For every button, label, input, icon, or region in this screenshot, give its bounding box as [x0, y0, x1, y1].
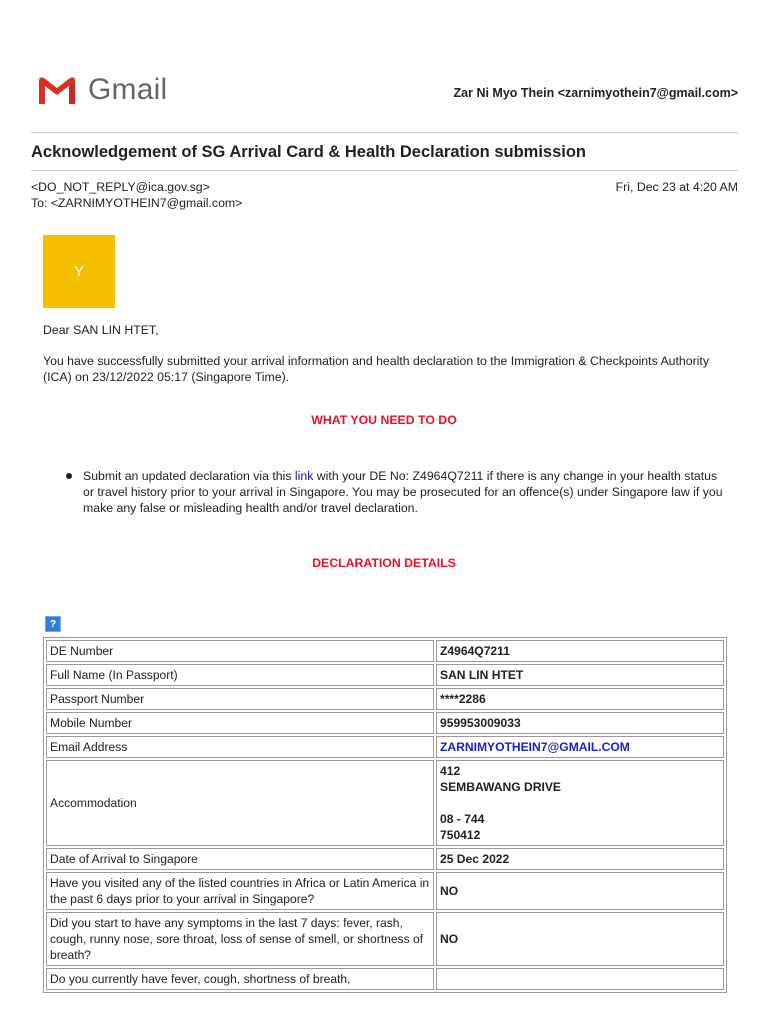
table-row: [46, 688, 724, 710]
row-label: Accommodation: [46, 760, 434, 846]
address-line: 750412: [440, 828, 481, 842]
table-row: [46, 760, 724, 846]
sender[interactable]: <DO_NOT_REPLY@ica.gov.sg>: [31, 180, 210, 194]
table-row: [46, 712, 724, 734]
row-value: [436, 968, 724, 990]
gmail-wordmark: Gmail: [88, 73, 168, 106]
greeting: Dear SAN LIN HTET,: [43, 323, 159, 337]
intro-paragraph: You have successfully submitted your arrival information and health declaration to the Immigration & Checkpoints Authority (ICA) on 23/12/2022 05:17 (Singapore Time).: [43, 354, 709, 384]
row-value: SAN LIN HTET: [436, 664, 724, 686]
divider: [31, 170, 738, 171]
row-label: Full Name (In Passport): [46, 664, 434, 686]
address-line[interactable]: SEMBAWANG DRIVE: [440, 780, 561, 794]
row-label: Passport Number: [46, 688, 434, 710]
declaration-table: [43, 637, 727, 993]
row-label: Have you visited any of the listed countries in Africa or Latin America in the past 6 days prior to your arrival in Singapore?: [46, 872, 434, 910]
recipient[interactable]: To: <ZARNIMYOTHEIN7@gmail.com>: [31, 196, 243, 210]
row-value: ****2286: [436, 688, 724, 710]
section-title-todo: WHAT YOU NEED TO DO: [311, 413, 457, 427]
address-spacer: [440, 795, 720, 811]
row-label: Date of Arrival to Singapore: [46, 848, 434, 870]
bullet-text: [83, 468, 726, 516]
table-row: [46, 664, 724, 686]
table-row: [46, 640, 724, 662]
table-row: [46, 912, 724, 966]
email-subject: Acknowledgement of SG Arrival Card & Health Declaration submission: [31, 143, 587, 161]
bullet-icon: [66, 473, 72, 479]
email-date: Fri, Dec 23 at 4:20 AM: [615, 180, 738, 194]
broken-image-icon: [45, 616, 61, 632]
gmail-logo-icon: [36, 73, 78, 107]
update-declaration-link[interactable]: link: [294, 469, 314, 483]
address-line: 08 - 744: [440, 812, 485, 826]
row-value: 25 Dec 2022: [436, 848, 724, 870]
divider: [31, 132, 738, 133]
bullet-text-post: with your DE No: Z4964Q7211 if there is any change in your health status or travel history prior to your arrival in Singapore. You may be prosecuted for an offence(s) under Singapore law if you make any false or misleading health and/or travel declaration.: [83, 469, 723, 515]
avatar-letter: Y: [73, 263, 84, 280]
table-row: [46, 848, 724, 870]
row-value: Z4964Q7211: [436, 640, 724, 662]
address-line[interactable]: 412: [440, 764, 461, 778]
table-row: [46, 872, 724, 910]
broken-image-glyph: ?: [49, 618, 57, 630]
row-label: Did you start to have any symptoms in the last 7 days: fever, rash, cough, runny nose, sore throat, loss of sense of smell, or shortness of breath?: [46, 912, 434, 966]
row-label: DE Number: [46, 640, 434, 662]
email-value-link[interactable]: ZARNIMYOTHEIN7@GMAIL.COM: [436, 736, 724, 758]
avatar: [43, 235, 115, 308]
accommodation-value: [436, 760, 724, 846]
bullet-text-pre: Submit an updated declaration via this: [83, 469, 295, 483]
table-row: [46, 736, 724, 758]
account-label: Zar Ni Myo Thein <zarnimyothein7@gmail.com>: [453, 86, 738, 100]
row-value: NO: [436, 872, 724, 910]
row-value: 959953009033: [436, 712, 724, 734]
row-label: Email Address: [46, 736, 434, 758]
gmail-logo: [36, 73, 167, 107]
row-label: Mobile Number: [46, 712, 434, 734]
row-label: Do you currently have fever, cough, shortness of breath,: [46, 968, 434, 990]
bullet-item: [66, 468, 726, 516]
table-row: [46, 968, 724, 990]
section-title-details: DECLARATION DETAILS: [312, 556, 456, 570]
row-value: NO: [436, 912, 724, 966]
